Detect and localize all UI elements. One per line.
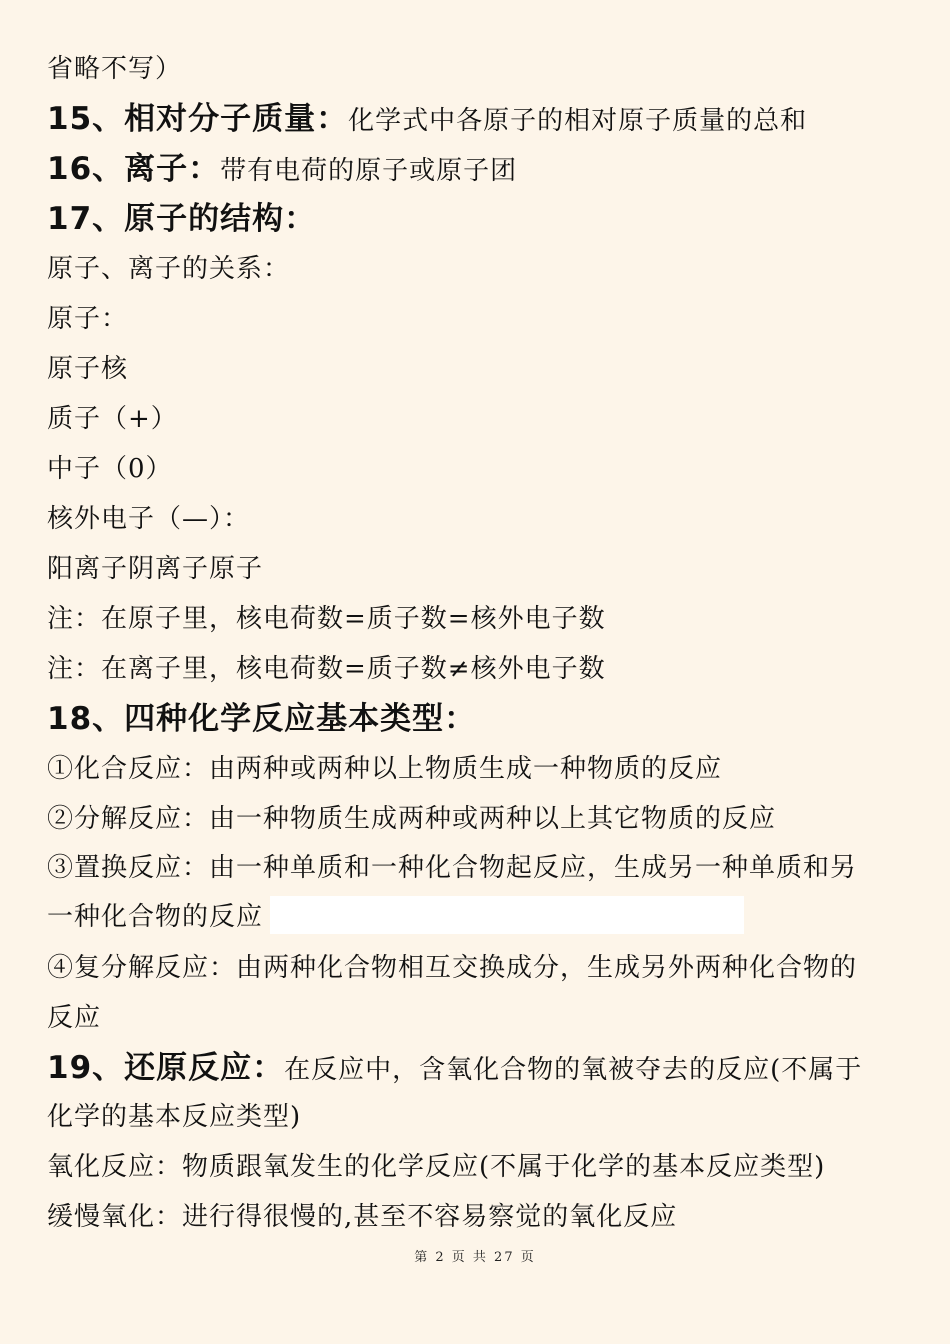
text-line: 原子、离子的关系： [47, 254, 291, 284]
text-line: 缓慢氧化：进行得很慢的,甚至不容易察觉的氧化反应 [47, 1202, 678, 1232]
heading-definition: 带有电荷的原子或原子团 [220, 156, 518, 186]
heading-16 [47, 152, 517, 188]
text-line: 原子核 [47, 354, 129, 384]
text-line: ②分解反应：由一种物质生成两种或两种以上其它物质的反应 [47, 804, 777, 834]
note-line: 注：在原子里，核电荷数=质子数=核外电子数 [47, 604, 606, 634]
text-line: ③置换反应：由一种单质和一种化合物起反应，生成另一种单质和另 [47, 853, 858, 883]
heading-label: 19、还原反应： [47, 1050, 285, 1086]
text-line: 省略不写） [47, 54, 183, 84]
white-highlight-band [270, 896, 744, 934]
heading-18 [47, 702, 476, 738]
text-line: 氧化反应：物质跟氧发生的化学反应(不属于化学的基本反应类型) [47, 1152, 826, 1182]
heading-label: 16、离子： [47, 151, 221, 187]
heading-definition: 化学式中各原子的相对原子质量的总和 [348, 106, 808, 136]
page-footer: 第 2 页 共 27 页 [414, 1250, 536, 1265]
text-line: 一种化合物的反应 [47, 902, 264, 932]
text-line: 中子（0） [47, 454, 173, 484]
heading-label: 18、四种化学反应基本类型： [47, 701, 477, 737]
text-line: ④复分解反应：由两种化合物相互交换成分，生成另外两种化合物的 [47, 953, 858, 983]
text-line: 核外电子（—）： [47, 504, 251, 534]
heading-17 [47, 202, 316, 238]
text-line: 质子（+） [47, 404, 178, 434]
heading-15 [47, 102, 807, 138]
text-line: 原子： [47, 304, 129, 334]
heading-definition: 在反应中，含氧化合物的氧被夺去的反应(不属于 [284, 1055, 863, 1085]
text-line: 反应 [47, 1003, 102, 1033]
heading-label: 15、相对分子质量： [47, 101, 349, 137]
heading-label: 17、原子的结构： [47, 201, 317, 237]
heading-19 [47, 1051, 862, 1087]
text-line: 阳离子阴离子原子 [47, 554, 264, 584]
text-line: 化学的基本反应类型) [47, 1102, 302, 1132]
text-line: ①化合反应：由两种或两种以上物质生成一种物质的反应 [47, 754, 723, 784]
note-line: 注：在离子里，核电荷数=质子数≠核外电子数 [47, 654, 606, 684]
